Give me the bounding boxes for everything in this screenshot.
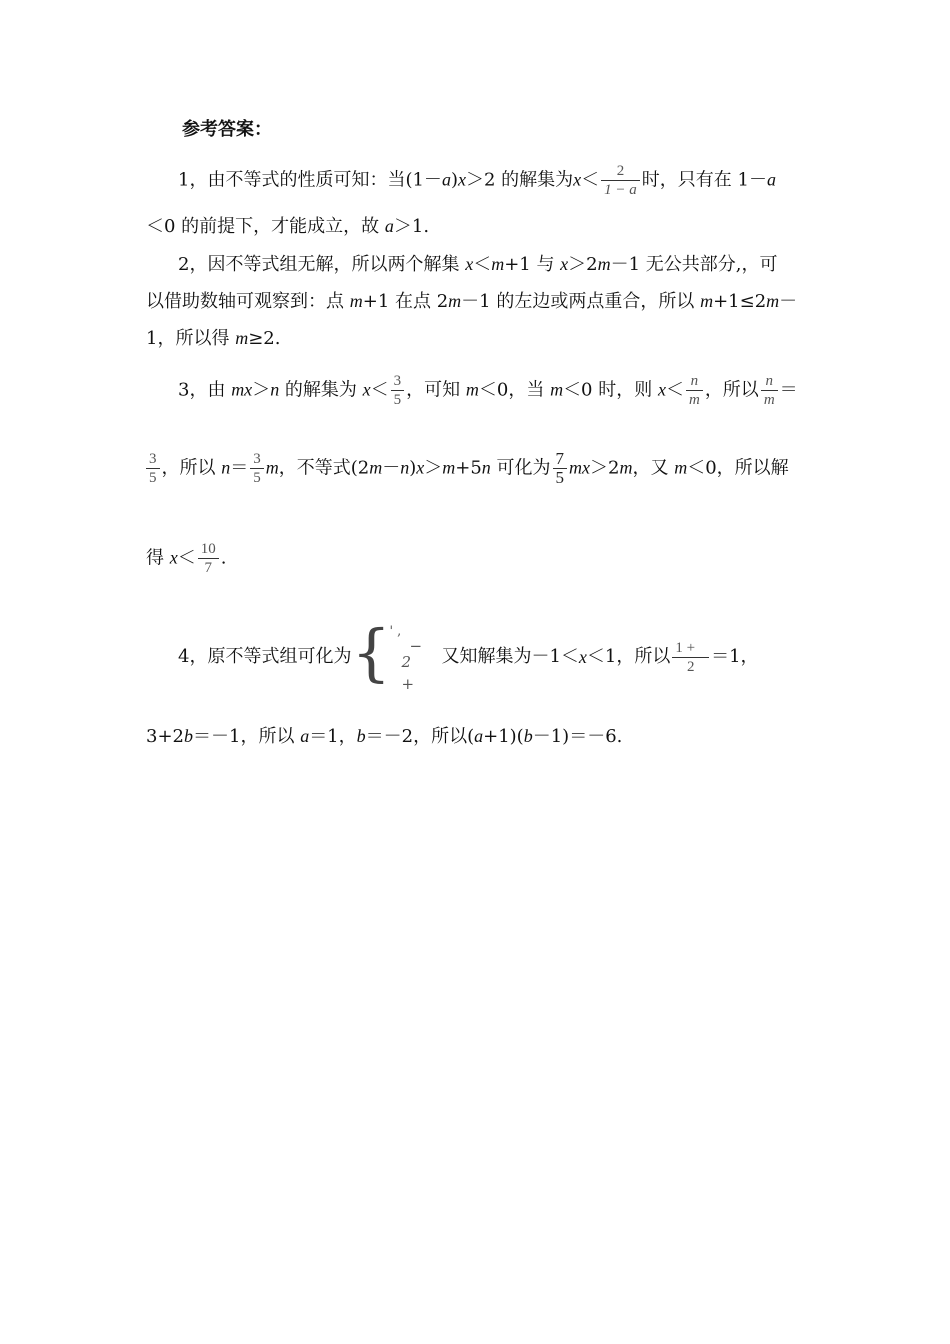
variable-mx: mx (569, 457, 591, 478)
text-run: ＜1，所以 (586, 646, 671, 667)
answer-2-line-1 (178, 252, 778, 277)
fraction-numerator: 10 (198, 540, 219, 559)
fraction (198, 540, 219, 577)
fraction (686, 372, 703, 409)
variable-a: a (474, 726, 484, 746)
text-run: ＜ (473, 254, 492, 275)
variable-m: m (619, 457, 633, 478)
fraction (146, 450, 160, 487)
variable-a: a (384, 216, 394, 236)
fraction-numerator: 7 (553, 450, 568, 469)
variable-x: x (416, 457, 425, 478)
fraction (761, 372, 778, 409)
text-run: ＝ (230, 457, 249, 479)
text-run: 可化为 (490, 457, 551, 479)
fraction-numerator: 3 (146, 450, 160, 469)
variable-m: m (235, 328, 249, 348)
text-run: －1 的左边或两点重合，所以 (461, 291, 701, 312)
answer-2-line-3 (146, 326, 280, 351)
text-run: － (779, 291, 798, 312)
text-run: ，所以 (704, 379, 759, 401)
fraction-denominator: 5 (555, 468, 565, 487)
variable-n: n (481, 457, 491, 478)
variable-n: n (221, 457, 231, 478)
text-run: 以借助数轴可观察到：点 (146, 291, 350, 312)
system-row-3: + (401, 675, 415, 693)
fraction (391, 372, 405, 409)
text-run: －1 无公共部分,，可 (610, 254, 778, 275)
answer-1-number: 1 (178, 169, 190, 191)
text-run: ＝－2，所以( (365, 726, 475, 747)
text-run: ，所以 (161, 457, 222, 479)
variable-m: m (369, 457, 383, 478)
text-run: 3+2 (146, 726, 184, 747)
text-run: ＝－1，所以 (193, 726, 301, 747)
answer-1-line-1 (178, 162, 776, 199)
text-run: ≥2. (248, 328, 281, 349)
variable-x: x (465, 254, 474, 274)
variable-m: m (766, 291, 780, 311)
fraction-denominator: 5 (253, 470, 261, 486)
left-brace: { (351, 616, 391, 689)
variable-x: x (457, 169, 466, 190)
variable-x: x (169, 547, 178, 568)
fraction-denominator: 2 (686, 658, 695, 675)
fraction-numerator: 1 + (672, 639, 709, 658)
text-run: ，不等式(2 (278, 457, 370, 479)
answer-heading: 参考答案： (182, 119, 272, 140)
text-run: ) (409, 457, 417, 479)
text-run: ＝1， (711, 646, 759, 667)
text-run: +1 在点 2 (362, 291, 449, 312)
text-run: ，又 (632, 457, 675, 479)
text-run: 的解集为 (279, 379, 363, 401)
variable-n: n (400, 457, 410, 478)
text-run: ，可知 (406, 379, 466, 401)
text-run: ＜ (581, 169, 600, 191)
text-run: 3，由 (178, 379, 232, 401)
text-run: 2，因不等式组无解，所以两个解集 (178, 254, 466, 275)
variable-x: x (362, 379, 371, 400)
variable-m: m (465, 379, 479, 400)
answer-3-line-3 (146, 540, 226, 577)
text-run: ＝1， (309, 726, 357, 747)
fraction-numerator: n (761, 372, 778, 391)
text-run: ＞ (252, 379, 271, 401)
fraction-denominator: 7 (204, 560, 212, 576)
fraction-denominator: 5 (149, 470, 157, 486)
equation-system (351, 616, 441, 693)
text-run: +1≤2 (713, 291, 767, 312)
fraction-denominator: 5 (393, 392, 402, 408)
variable-m: m (448, 291, 462, 311)
text-run: ＜0，所以解 (687, 457, 789, 479)
text-run: 得 (146, 547, 170, 569)
variable-m: m (674, 457, 688, 478)
text-run: 又知解集为－1＜ (441, 646, 579, 667)
system-row-2: 2 (401, 653, 411, 671)
answer-4-line-1 (178, 616, 759, 693)
text-run: 1，所以得 (146, 328, 236, 349)
text-run: +1 与 (504, 254, 561, 275)
text-run: ＞ (424, 457, 443, 479)
text-run: 4，原不等式组可化为 (178, 646, 352, 667)
variable-m: m (597, 254, 611, 274)
variable-m: m (265, 457, 279, 478)
answer-1-line-2 (146, 214, 429, 239)
text-run: ＜ (665, 379, 684, 401)
system-row-1-minus: − (409, 637, 423, 655)
text-run: ＜0，当 (478, 379, 551, 401)
text-run: ，由不等式的性质可知：当(1－ (189, 169, 442, 191)
variable-m: m (442, 457, 456, 478)
variable-b: b (184, 726, 193, 746)
variable-a: a (441, 169, 451, 190)
fraction-denominator: 1 − a (604, 182, 637, 198)
variable-m: m (550, 379, 564, 400)
text-run: ＞2 的解集为 (465, 169, 574, 191)
variable-a: a (300, 726, 310, 746)
variable-x: x (560, 254, 569, 274)
answer-3-line-1 (178, 372, 798, 409)
fraction-numerator: n (686, 372, 703, 391)
variable-b: b (523, 726, 533, 746)
variable-x: x (578, 647, 587, 667)
fraction-denominator: m (688, 392, 700, 408)
answer-3-line-2 (146, 450, 789, 487)
text-run: ＜ (177, 547, 196, 569)
text-run: ＞2 (590, 457, 620, 479)
variable-m: m (349, 291, 363, 311)
variable-m: m (491, 254, 505, 274)
fraction-numerator: 3 (391, 372, 405, 391)
fraction-numerator: 3 (250, 450, 264, 469)
answer-2-line-2 (146, 289, 797, 314)
fraction-denominator: m (763, 392, 775, 408)
text-run: ＜0 时，则 (563, 379, 658, 401)
text-run: +1)( (483, 726, 524, 747)
fraction (553, 450, 568, 487)
text-run: . (220, 547, 227, 569)
fraction-numerator: 2 (601, 162, 640, 181)
variable-x: x (573, 169, 582, 190)
text-run: ＜ (370, 379, 389, 401)
variable-mx: mx (231, 379, 253, 400)
text-run: ＝ (779, 379, 798, 401)
text-run: －1)＝－6. (532, 726, 623, 747)
text-run: 时，只有在 1－ (641, 169, 767, 191)
system-row-1: ' , (389, 624, 402, 639)
variable-m: m (700, 291, 714, 311)
fraction (672, 639, 709, 676)
text-run: ) (450, 169, 458, 191)
text-run: ＜0 的前提下，才能成立，故 (146, 216, 385, 237)
text-run: － (382, 457, 401, 479)
variable-b: b (356, 726, 366, 746)
answer-4-line-2 (146, 724, 622, 749)
fraction (601, 162, 640, 199)
fraction (250, 450, 264, 487)
text-run: ＞2 (568, 254, 598, 275)
text-run: +5 (455, 457, 482, 479)
variable-a: a (766, 169, 776, 190)
variable-n: n (270, 379, 280, 400)
text-run: ＞1. (393, 216, 430, 237)
variable-x: x (657, 379, 666, 400)
